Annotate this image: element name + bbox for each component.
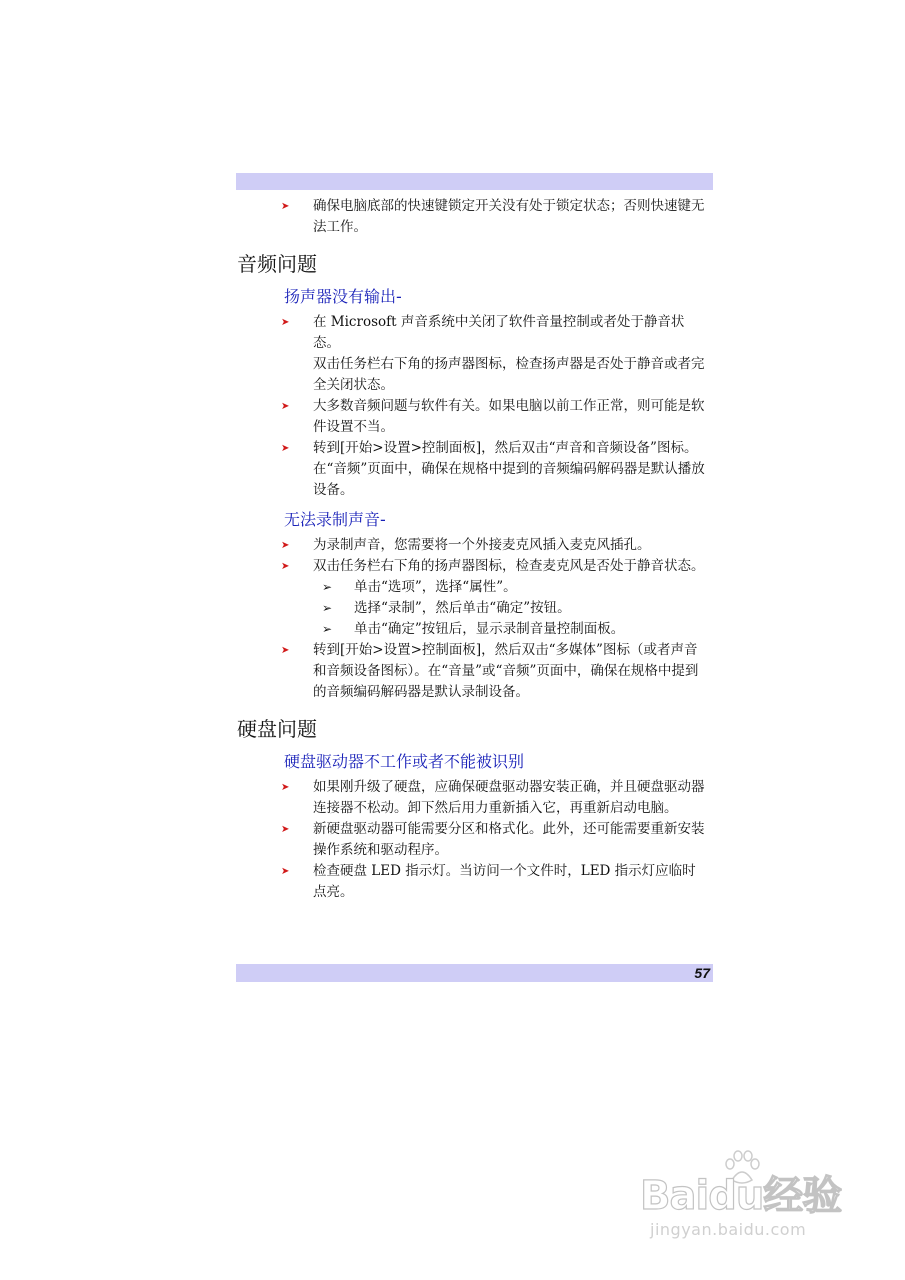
- bullet-text: 新硬盘驱动器可能需要分区和格式化。此外，还可能需要重新安装操作系统和驱动程序。: [313, 821, 705, 858]
- subsection-title-no-speaker-output: 扬声器没有输出-: [284, 287, 402, 306]
- bullet-text: 为录制声音，您需要将一个外接麦克风插入麦克风插孔。: [313, 537, 651, 553]
- bullet-item: [236, 861, 713, 903]
- subsection-title-hdd-not-working: 硬盘驱动器不工作或者不能被识别: [284, 752, 525, 771]
- sub-bullet-text: 单击“确定”按钮后，显示录制音量控制面板。: [354, 621, 625, 637]
- bullet-item: [236, 640, 713, 703]
- bullet-text: 转到[开始>设置>控制面板]，然后双击“多媒体”图标（或者声音和音频设备图标）。在“音量”或“音频”页面中，确保在规格中提到的音频编码解码器是默认录制设备。: [313, 642, 699, 700]
- header-bar: [236, 173, 713, 190]
- bullet-item: [236, 535, 713, 556]
- bullet-item: [236, 556, 713, 577]
- watermark-url: jingyan.baidu.com: [650, 1220, 807, 1239]
- sub-bullet-text: 单击“选项”，选择“属性”。: [354, 579, 517, 595]
- page-number: 57: [694, 965, 710, 981]
- red-arrowhead-icon: ➤: [281, 317, 290, 328]
- bullet-extra-text: 双击任务栏右下角的扬声器图标，检查扬声器是否处于静音或者完全关闭状态。: [313, 356, 705, 393]
- bullet-item: [236, 777, 713, 819]
- red-arrowhead-icon: ➤: [281, 540, 290, 551]
- sub-bullet-item: [236, 619, 713, 640]
- red-arrowhead-icon: ➤: [281, 443, 290, 454]
- bullet-text: 转到[开始>设置>控制面板]，然后双击“声音和音频设备”图标。在“音频”页面中，确保在规格中提到的音频编码解码器是默认播放设备。: [313, 440, 705, 498]
- bullet-text: 大多数音频问题与软件有关。如果电脑以前工作正常，则可能是软件设置不当。: [313, 398, 705, 435]
- red-arrowhead-icon: ➤: [281, 866, 290, 877]
- page-content: [236, 196, 713, 903]
- bullet-text: 如果刚升级了硬盘，应确保硬盘驱动器安装正确，并且硬盘驱动器连接器不松动。卸下然后用力重新插入它，再重新启动电脑。: [313, 779, 705, 816]
- red-arrowhead-icon: ➤: [281, 782, 290, 793]
- black-arrowhead-icon: ➢: [322, 580, 333, 594]
- sub-bullet-item: [236, 598, 713, 619]
- bullet-text: 在 Microsoft 声音系统中关闭了软件音量控制或者处于静音状态。: [313, 314, 685, 351]
- red-arrowhead-icon: ➤: [281, 201, 290, 212]
- bullet-text: 双击任务栏右下角的扬声器图标，检查麦克风是否处于静音状态。: [313, 558, 705, 574]
- black-arrowhead-icon: ➢: [322, 601, 333, 615]
- bullet-item: [236, 196, 713, 238]
- black-arrowhead-icon: ➢: [322, 622, 333, 636]
- red-arrowhead-icon: ➤: [281, 645, 290, 656]
- bullet-text: 检查硬盘 LED 指示灯。当访问一个文件时，LED 指示灯应临时点亮。: [313, 863, 696, 900]
- watermark-logo: Baidu经验: [640, 1173, 842, 1219]
- section-title-audio: 音频问题: [237, 252, 317, 276]
- bullet-item: [236, 312, 713, 396]
- section-title-hard-disk: 硬盘问题: [237, 717, 317, 741]
- baidu-watermark: [640, 1150, 860, 1270]
- bullet-item: [236, 819, 713, 861]
- bullet-item: [236, 396, 713, 438]
- sub-bullet-text: 选择“录制”，然后单击“确定”按钮。: [354, 600, 571, 616]
- red-arrowhead-icon: ➤: [281, 401, 290, 412]
- red-arrowhead-icon: ➤: [281, 561, 290, 572]
- red-arrowhead-icon: ➤: [281, 824, 290, 835]
- sub-bullet-item: [236, 577, 713, 598]
- footer-bar: [236, 964, 713, 982]
- bullet-text: 确保电脑底部的快速键锁定开关没有处于锁定状态；否则快速键无法工作。: [313, 198, 705, 235]
- subsection-title-cannot-record: 无法录制声音-: [284, 510, 386, 529]
- bullet-item: [236, 438, 713, 501]
